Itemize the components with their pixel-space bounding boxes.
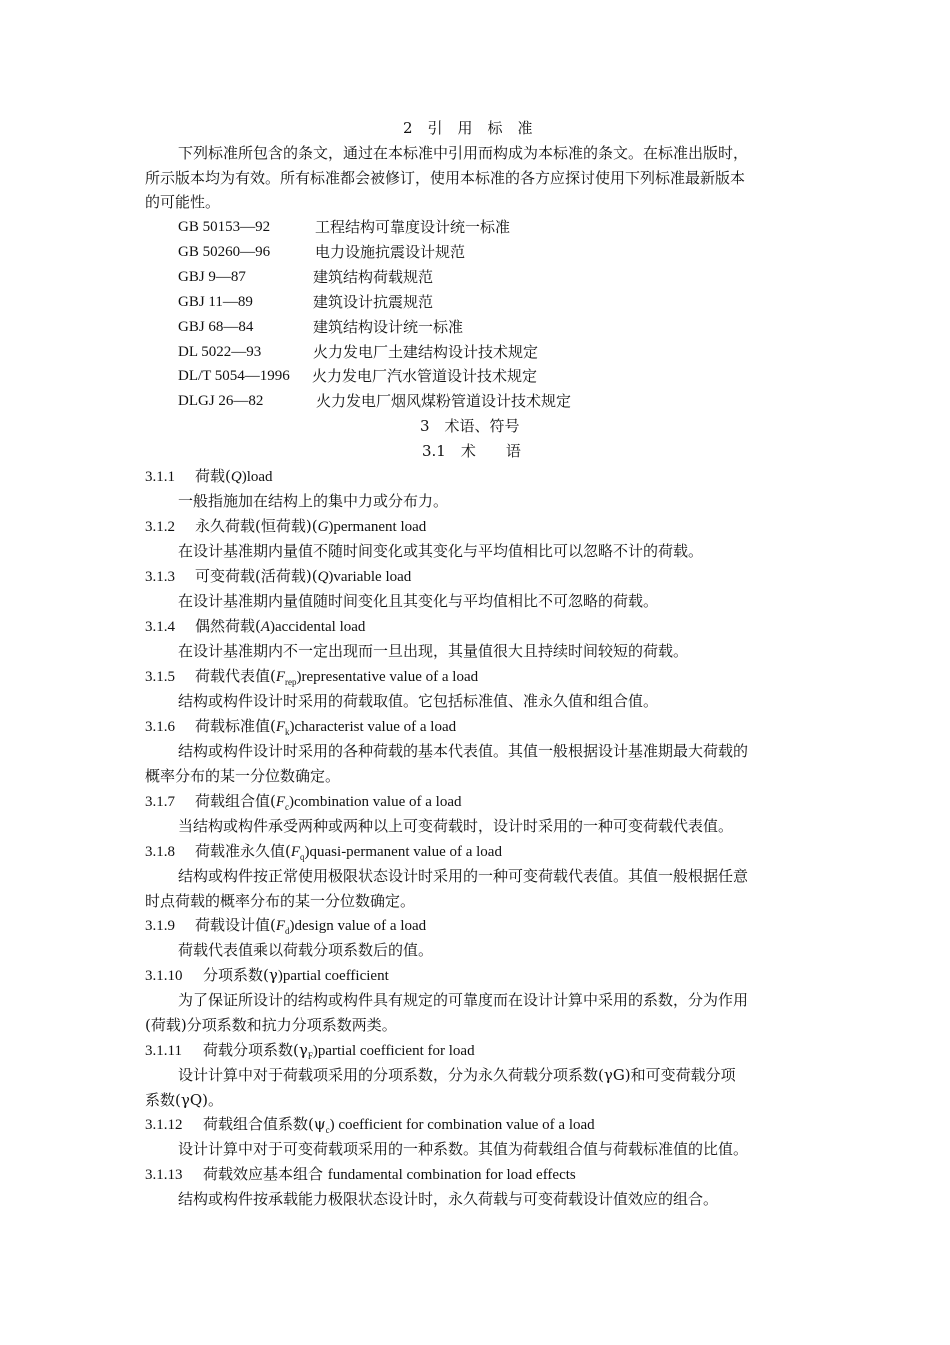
term-description: 设计计算中对于可变荷载项采用的一种系数。其值为荷载组合值与荷载标准值的比值。: [178, 1140, 749, 1158]
standard-name: 工程结构可靠度设计统一标准: [315, 218, 511, 236]
term-symbol: F: [290, 844, 301, 860]
term-chinese-name: 荷载准永久值(: [195, 842, 291, 860]
term-chinese-name: 可变荷载(活荷载)(: [195, 567, 318, 585]
term-description: 结构或构件按正常使用极限状态设计时采用的一种可变荷载代表值。其值一般根据任意: [178, 867, 749, 885]
term-chinese-name: 荷载代表值(: [195, 667, 276, 685]
standard-name: 建筑结构设计统一标准: [313, 318, 464, 336]
intro-line-2: 所示版本均为有效。所有标准都会被修订，使用本标准的各方应探讨使用下列标准最新版本: [145, 169, 746, 187]
term-english-name: ) coefficient for combination value of a load: [329, 1117, 595, 1133]
term-number: 3.1.2: [145, 519, 175, 535]
term-symbol-subscript: c: [325, 1125, 330, 1135]
standard-code: DL/T 5054—1996: [178, 368, 290, 384]
term-symbol: Q: [317, 569, 329, 585]
term-heading: [145, 965, 389, 986]
intro-line-1: 下列标准所包含的条文，通过在本标准中引用而构成为本标准的条文。在标准出版时，: [178, 144, 749, 162]
term-chinese-name: 分项系数(γ: [203, 966, 278, 984]
standard-name: 火力发电厂汽水管道设计技术规定: [312, 367, 538, 385]
term-symbol: F: [275, 918, 286, 934]
term-number: 3.1.12: [145, 1117, 183, 1133]
section-2-title: 2 引 用 标 准: [403, 119, 533, 137]
term-chinese-name: 荷载标准值(: [195, 717, 276, 735]
term-number: 3.1.3: [145, 569, 175, 585]
term-english-name: )combination value of a load: [289, 794, 462, 810]
term-symbol-subscript: F: [307, 1051, 313, 1061]
term-symbol: Q: [230, 469, 242, 485]
term-number: 3.1.8: [145, 844, 175, 860]
term-description: 荷载代表值乘以荷载分项系数后的值。: [178, 941, 434, 959]
term-description: 结构或构件设计时采用的荷载取值。它包括标准值、准永久值和组合值。: [178, 692, 659, 710]
term-heading: [145, 1114, 595, 1135]
term-chinese-name: 荷载(: [195, 467, 231, 485]
term-description: 在设计基准期内量值不随时间变化或其变化与平均值相比可以忽略不计的荷载。: [178, 542, 704, 560]
term-symbol-subscript: rep: [285, 677, 297, 687]
standard-code: DL 5022—93: [178, 344, 262, 360]
term-symbol: A: [260, 619, 271, 635]
standard-name: 建筑设计抗震规范: [313, 293, 434, 311]
term-english-name: )accidental load: [270, 619, 366, 635]
term-symbol: F: [275, 669, 286, 685]
term-symbol-subscript: c: [285, 802, 290, 812]
term-heading: [145, 791, 461, 812]
term-symbol: F: [275, 719, 286, 735]
term-description: 设计计算中对于荷载项采用的分项系数，分为永久荷载分项系数(γG)和可变荷载分项: [178, 1066, 736, 1084]
term-description: 时点荷载的概率分布的某一分位数确定。: [145, 892, 416, 910]
term-english-name: fundamental combination for load effects: [327, 1167, 576, 1183]
standard-code: GB 50260—96: [178, 244, 271, 260]
standard-code: GBJ 68—84: [178, 319, 254, 335]
term-description: 当结构或构件承受两种或两种以上可变荷载时，设计时采用的一种可变荷载代表值。: [178, 817, 734, 835]
term-description: 结构或构件设计时采用的各种荷载的基本代表值。其值一般根据设计基准期最大荷载的: [178, 742, 749, 760]
term-heading: [145, 1040, 475, 1061]
term-heading: [145, 566, 411, 587]
term-heading: [145, 841, 502, 862]
term-symbol-subscript: q: [300, 852, 305, 862]
section-3-title: 3 术语、符号: [420, 417, 520, 435]
term-description: 为了保证所设计的结构或构件具有规定的可靠度而在设计计算中采用的系数，分为作用: [178, 991, 749, 1009]
term-chinese-name: 荷载设计值(: [195, 916, 276, 934]
term-description: 在设计基准期内不一定出现而一旦出现，其量值很大且持续时间较短的荷载。: [178, 642, 689, 660]
term-heading: [145, 466, 273, 487]
term-english-name: )variable load: [328, 569, 412, 585]
term-chinese-name: 荷载分项系数(γ: [203, 1041, 308, 1059]
term-english-name: )representative value of a load: [296, 669, 479, 685]
term-symbol: F: [275, 794, 286, 810]
term-heading: [145, 616, 365, 637]
term-description: 概率分布的某一分位数确定。: [145, 767, 341, 785]
standard-code: GBJ 11—89: [178, 294, 253, 310]
term-symbol: G: [317, 519, 329, 535]
standard-code: GB 50153—92: [178, 219, 271, 235]
term-english-name: )permanent load: [328, 519, 427, 535]
term-number: 3.1.9: [145, 918, 175, 934]
term-description: (荷载)分项系数和抗力分项系数两类。: [145, 1016, 397, 1034]
term-english-name: )load: [241, 469, 273, 485]
term-heading: [145, 915, 426, 936]
term-description: 在设计基准期内量值随时间变化且其变化与平均值相比不可忽略的荷载。: [178, 592, 659, 610]
term-number: 3.1.6: [145, 719, 175, 735]
term-symbol-subscript: k: [285, 727, 290, 737]
term-description: 结构或构件按承载能力极限状态设计时，永久荷载与可变荷载设计值效应的组合。: [178, 1190, 719, 1208]
standard-name: 电力设施抗震设计规范: [315, 243, 466, 261]
term-number: 3.1.7: [145, 794, 175, 810]
term-chinese-name: 荷载效应基本组合: [203, 1165, 328, 1183]
term-english-name: )partial coefficient: [277, 968, 389, 984]
term-english-name: )partial coefficient for load: [312, 1043, 475, 1059]
term-english-name: )characterist value of a load: [289, 719, 457, 735]
term-description: 一般指施加在结构上的集中力或分布力。: [178, 492, 449, 510]
term-description: 系数(γQ)。: [145, 1091, 223, 1109]
term-chinese-name: 永久荷载(恒荷载)(: [195, 517, 318, 535]
term-number: 3.1.4: [145, 619, 175, 635]
intro-line-3: 的可能性。: [145, 193, 221, 211]
standard-name: 火力发电厂烟风煤粉管道设计技术规定: [316, 392, 572, 410]
term-chinese-name: 荷载组合值(: [195, 792, 276, 810]
term-number: 3.1.13: [145, 1167, 183, 1183]
term-english-name: )design value of a load: [289, 918, 427, 934]
term-symbol-subscript: d: [285, 926, 290, 936]
term-chinese-name: 荷载组合值系数(ψ: [203, 1115, 326, 1133]
standard-code: DLGJ 26—82: [178, 393, 264, 409]
term-heading: [145, 1164, 576, 1185]
term-heading: [145, 516, 426, 537]
term-heading: [145, 716, 456, 737]
term-english-name: )quasi-permanent value of a load: [304, 844, 502, 860]
standard-name: 火力发电厂土建结构设计技术规定: [313, 343, 539, 361]
standard-code: GBJ 9—87: [178, 269, 246, 285]
term-chinese-name: 偶然荷载(: [195, 617, 261, 635]
term-number: 3.1.5: [145, 669, 175, 685]
subsection-3-1-title: 3.1 术 语: [422, 442, 521, 460]
term-heading: [145, 666, 478, 687]
standard-name: 建筑结构荷载规范: [313, 268, 434, 286]
term-number: 3.1.10: [145, 968, 183, 984]
term-number: 3.1.11: [145, 1043, 182, 1059]
term-number: 3.1.1: [145, 469, 175, 485]
